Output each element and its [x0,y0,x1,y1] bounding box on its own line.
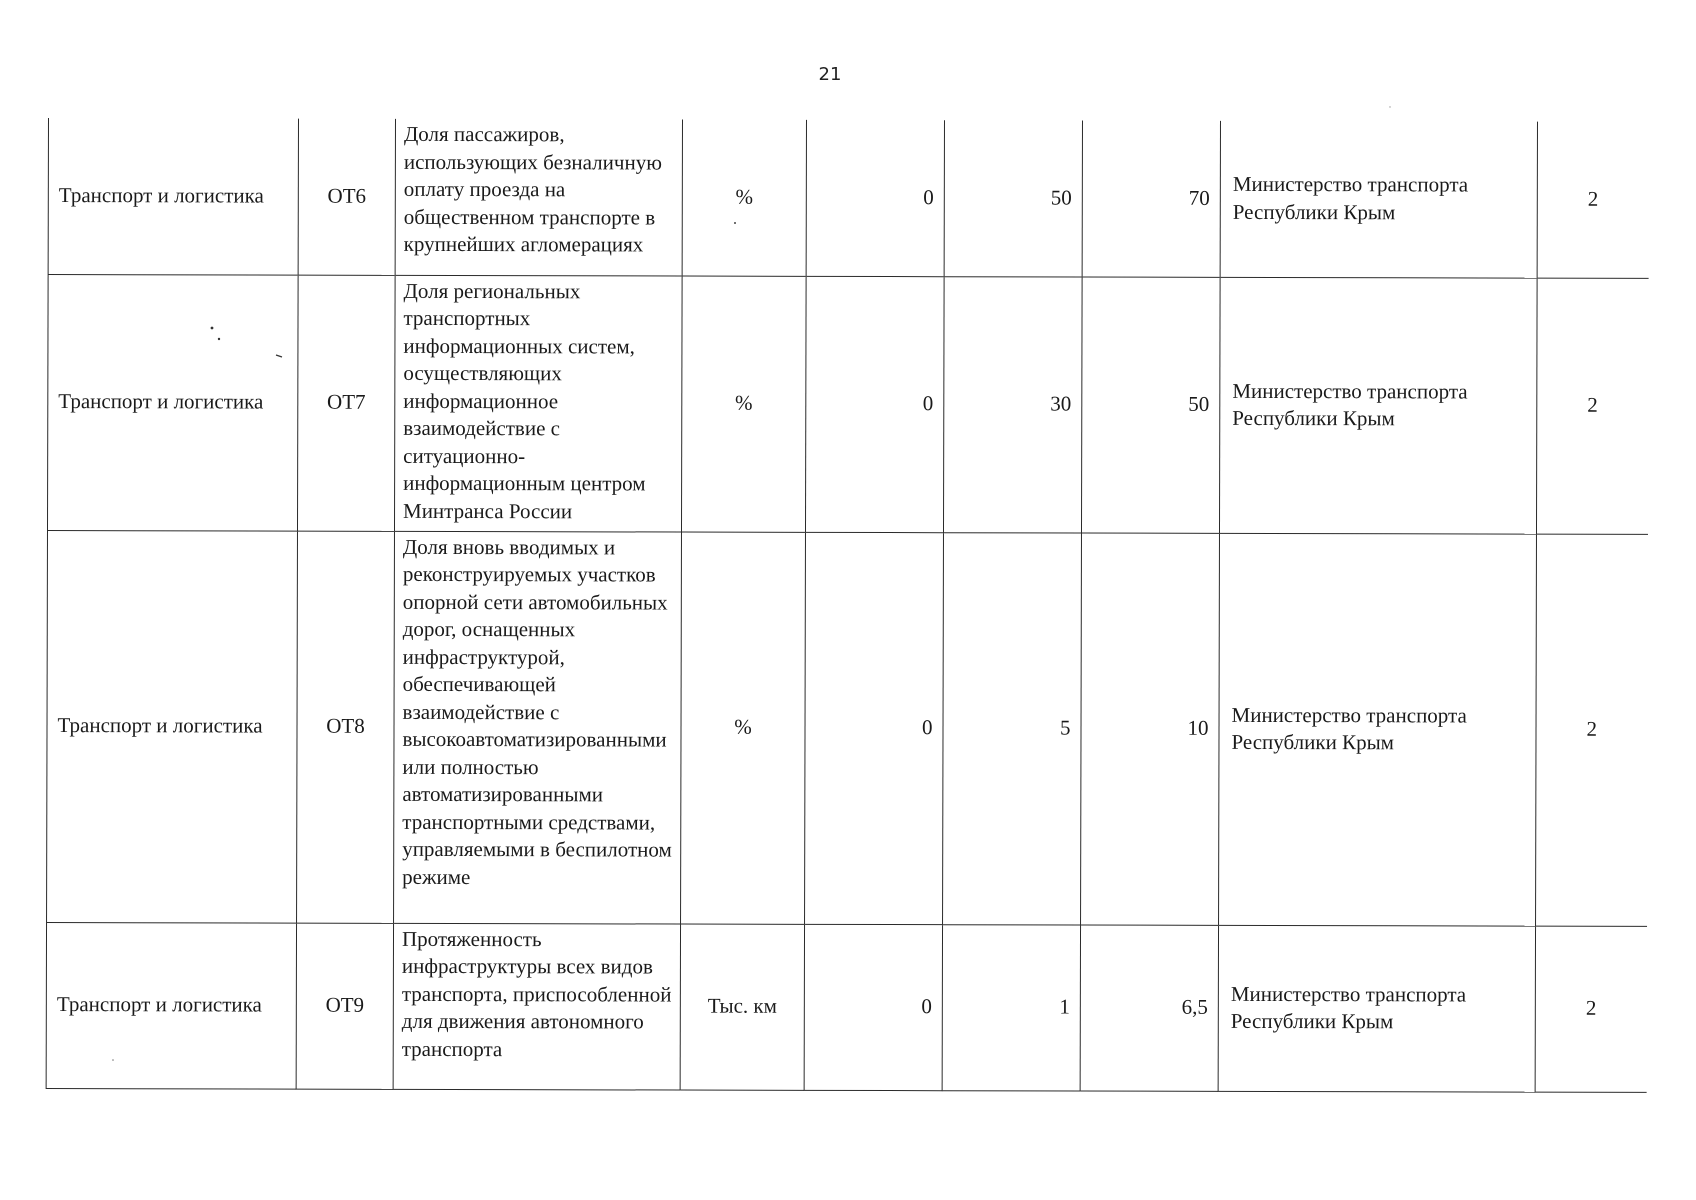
priority-cell: 2 [1587,186,1599,211]
value-2-cell: 30 [943,276,1082,532]
page-number: 21 [818,64,842,85]
value-1-cell: 0 [805,276,944,532]
indicators-table [46,118,1649,1092]
code-cell: ОТ7 [297,275,395,531]
sector-cell: Транспорт и логистика [47,530,298,923]
value-1-cell: 0 [804,924,942,1090]
table-row [48,118,1648,278]
unit-cell: Тыс. км [680,924,804,1090]
priority-cell: 2 [1536,278,1648,534]
code-cell: ОТ8 [297,531,395,923]
unit-cell: % [681,532,806,924]
responsible-cell: Министерство транспорта Республики Крым [1219,277,1537,534]
value-1-cell: 0 [805,532,944,924]
responsible-cell: Министерство транспорта Республики Крым [1220,121,1537,278]
value-3-cell: 10 [1081,533,1220,925]
value-1-cell: 0 [806,120,944,276]
value-3-cell: 50 [1081,277,1220,533]
unit-cell: % [682,120,806,276]
priority-cell: 2 [1535,926,1646,1092]
value-3-cell: 6,5 [1080,925,1218,1091]
scan-speck [1389,106,1390,107]
code-cell: ОТ9 [296,923,393,1089]
unit-cell: % [681,276,806,532]
indicator-cell: Доля пассажиров, использующих безналичную оплату проезда на общественном транспорте в крупнейших агломерациях [395,119,682,276]
value-3-cell: 70 [1082,121,1220,277]
table-row [47,530,1648,926]
sector-cell: Транспорт и логистика [47,274,298,531]
sector-cell: Транспорт и логистика [46,922,296,1089]
responsible-cell: Министерство транспорта Республики Крым [1219,533,1537,926]
indicator-cell: Доля региональных транспортных информационных систем, осуществляющих информационное взаимодействие с ситуационно-информационным центром Минтранса России [394,275,682,532]
priority-cell: 2 [1536,534,1648,926]
value-2-cell: 1 [942,924,1080,1090]
value-2-cell: 5 [943,532,1082,924]
indicator-cell: Протяженность инфраструктуры всех видов транспорта, приспособленной для движения автономного транспорта [393,923,680,1090]
code-cell: ОТ6 [298,119,395,275]
sector-cell: Транспорт и логистика [48,118,298,275]
value-2-cell: 50 [944,120,1082,276]
table-row [46,922,1646,1092]
table-row [47,274,1648,534]
indicator-cell: Доля вновь вводимых и реконструируемых участков опорной сети автомобильных дорог, оснащенных инфраструктурой, обеспечивающей взаимодействие с высокоавтоматизированными или полностью автоматизированными транспортными средствами, управляемыми в беспилотном режиме [394,531,682,924]
responsible-cell: Министерство транспорта Республики Крым [1218,925,1535,1092]
